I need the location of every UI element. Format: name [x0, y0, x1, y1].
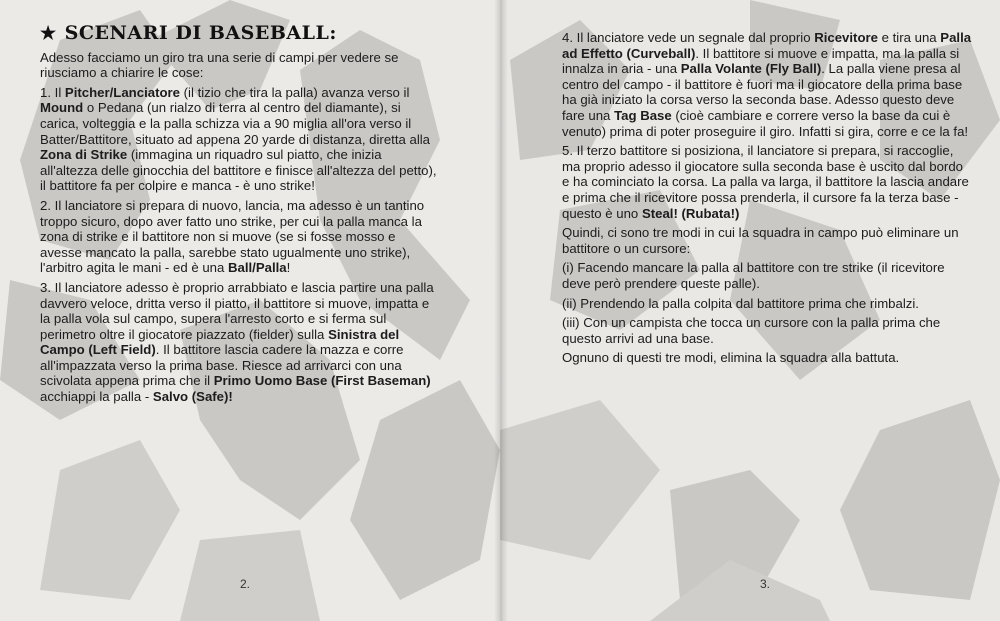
page-number-left: 2. — [240, 577, 251, 591]
right-page — [500, 0, 1000, 621]
left-page-text — [40, 22, 440, 409]
way-1-item: (i) Facendo mancare la palla al battitore con tre strike (il ricevitore deve però prendere queste palle). — [562, 260, 945, 291]
summary-paragraph: Quindi, ci sono tre modi in cui la squadra in campo può eliminare un battitore o un cursore: — [562, 225, 959, 256]
right-page-text — [562, 30, 972, 370]
scenario-2-paragraph: 2. Il lanciatore si prepara di nuovo, lancia, ma adesso è un tantino troppo sicuro, dopo aver fatto uno strike, per cui la palla manca la zona di strike e il battitore non si muove (se si fosse mosso e avesse mancato la palla, sarebbe stato ugualmente uno strike), l'arbitro agita le mani - ed è una Ball/Palla! — [40, 197, 425, 276]
scenario-1-paragraph: 1. Il Pitcher/Lanciatore (il tizio che tira la palla) avanza verso il Mound o Pedana (un rialzo di terra al centro del diamante), si carica, volteggia e la palla schizza via a 90 miglia all'ora verso il Batter/Battitore, situato ad appena 20 yarde di distanza, diretta alla Zona di Strike (immagina un riquadro sul piatto, che inizia all'altezza delle ginocchia del battitore e finisce all'altezza del petto), il battitore fa per colpire e manca - è uno strike! — [40, 84, 437, 194]
page-number-right: 3. — [760, 577, 771, 591]
scenario-5-paragraph: 5. Il terzo battitore si posiziona, il lanciatore si prepara, si raccoglie, ma proprio adesso il giocatore sulla seconda base è uscito dal bordo e ha cominciato la corsa. La palla va larga, il battitore la lascia andare e prima che il ricevitore possa prenderla, il cursore fa la terza base - questo è uno Steal! (Rubata!) — [562, 143, 969, 221]
scenario-4-paragraph: 4. Il lanciatore vede un segnale dal proprio Ricevitore e tira una Palla ad Effetto (Curveball). Il battitore si muove e impatta, ma la palla si innalza in aria - una Palla Volante (Fly Ball). La palla viene presa al centro del campo - il battitore è fuori ma il giocatore della prima base ha già iniziato la corsa verso la seconda base. Adesso questo deve fare una Tag Base (cioè cambiare e correre verso la base da cui è venuto) prima di poter proseguire il giro. Infatti si gira, corre e ce la fa! — [562, 30, 972, 139]
way-3-item: (iii) Con un campista che tocca un cursore con la palla prima che questo arrivi ad una base. — [562, 315, 941, 346]
section-title: ★ SCENARI DI BASEBALL: — [40, 22, 337, 44]
closing-paragraph: Ognuno di questi tre modi, elimina la squadra alla battuta. — [562, 350, 900, 366]
book-gutter — [494, 0, 508, 621]
star-icon: ★ — [40, 23, 57, 44]
way-2-item: (ii) Prendendo la palla colpita dal battitore prima che rimbalzi. — [562, 295, 919, 311]
intro-paragraph: Adesso facciamo un giro tra una serie di campi per vedere se riusciamo a chiarire le cose: — [40, 49, 399, 81]
scenario-3-paragraph: 3. Il lanciatore adesso è proprio arrabbiato e lascia partire una palla davvero veloce, dritta verso il piatto, il battitore si muove, impatta e la palla vola sul campo, supera l'arresto corto e si ferma sul perimetro oltre il giocatore piazzato (fielder) sulla Sinistra del Campo (Left Field). Il battitore lascia cadere la mazza e corre all'impazzata verso la prima base. Riesce ad arrivarci con una scivolata appena prima che il Primo Uomo Base (First Baseman) acchiappi la palla - Salvo (Safe)! — [40, 279, 434, 405]
